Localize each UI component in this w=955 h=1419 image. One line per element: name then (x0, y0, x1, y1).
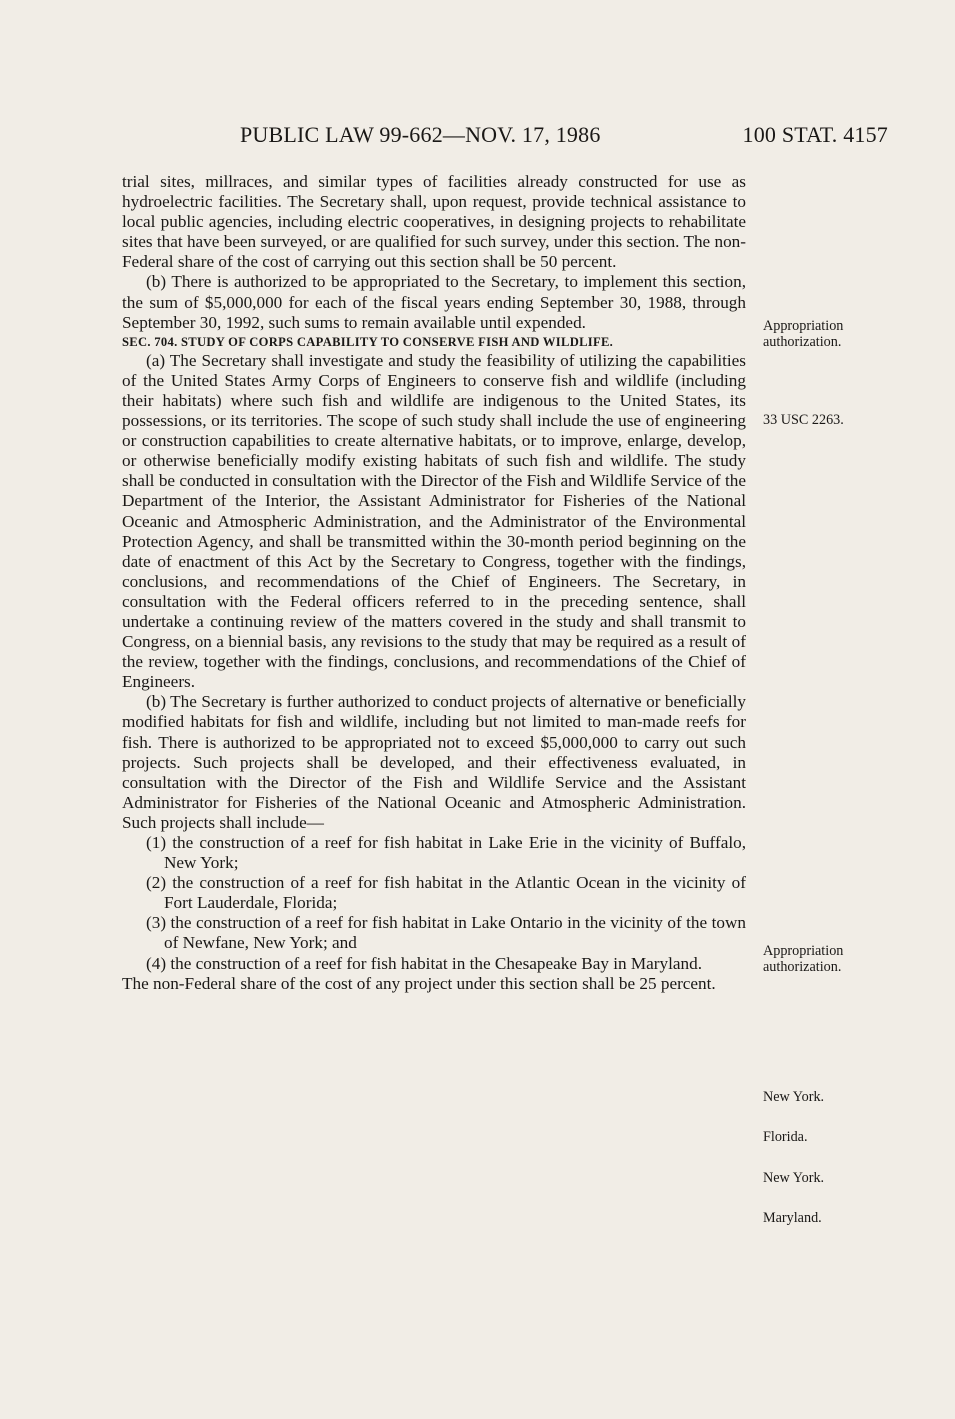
list-item-1: (1) the construction of a reef for fish habitat in Lake Erie in the vicinity of Buffalo, New York; (146, 833, 746, 873)
margin-note-appropriation-2: Appropriation authorization. (763, 943, 844, 975)
margin-note-florida: Florida. (763, 1129, 808, 1145)
main-text (122, 172, 746, 994)
header-law-title: PUBLIC LAW 99-662—NOV. 17, 1986 (240, 122, 601, 147)
paragraph-703-b: (b) There is authorized to be appropriated to the Secretary, to implement this section, the sum of $5,000,000 for each of the fiscal years ending September 30, 1988, through September 30, 1992, such sums to remain available until expended. (122, 272, 746, 332)
header-stat-page: 100 STAT. 4157 (742, 122, 888, 147)
margin-note-usc: 33 USC 2263. (763, 412, 844, 428)
margin-note-new-york-2: New York. (763, 1170, 825, 1186)
margin-note-appropriation-1: Appropriation authorization. (763, 318, 844, 350)
list-item-3: (3) the construction of a reef for fish habitat in Lake Ontario in the vicinity of the town of Newfane, New York; and (146, 913, 746, 953)
margin-note-new-york-1: New York. (763, 1089, 825, 1105)
paragraph-704-a: (a) The Secretary shall investigate and study the feasibility of utilizing the capabilities of the United States Army Corps of Engineers to conserve fish and wildlife (including their habitats) where such fish and wildlife are indigenous to the United States, its possessions, or its territories. The scope of such study shall include the use of engineering or construction capabilities to create alternative habitats, or to improve, enlarge, develop, or otherwise beneficially modify existing habitats of such fish and wildlife. The study shall be conducted in consultation with the Director of the Fish and Wildlife Service of the Department of the Interior, the Assistant Administrator for Fisheries of the National Oceanic and Atmospheric Administration, and the Administrator of the Environmental Protection Agency, and shall be transmitted within the 30-month period beginning on the date of enactment of this Act by the Secretary to Congress, together with the findings, conclusions, and recommendations of the Chief of Engineers. The Secretary, in consultation with the Federal officers referred to in the preceding sentence, shall undertake a continuing review of the matters covered in the study and shall transmit to Congress, on a biennial basis, any revisions to the study that may be required as a result of the review, together with the findings, conclusions, and recommendations of the Chief of Engineers. (122, 350, 746, 692)
list-item-2: (2) the construction of a reef for fish habitat in the Atlantic Ocean in the vicinity of Fort Lauderdale, Florida; (146, 873, 746, 913)
paragraph-continuation: trial sites, millraces, and similar types of facilities already constructed for use as hydroelectric facilities. The Secretary shall, upon request, provide technical assistance to local public agencies, including electric cooperatives, in designing projects to rehabilitate sites that have been surveyed, or are qualified for such survey, under this section. The non-Federal share of the cost of carrying out this section shall be 50 percent. (122, 172, 746, 272)
margin-note-maryland: Maryland. (763, 1210, 822, 1226)
list-item-4: (4) the construction of a reef for fish habitat in the Chesapeake Bay in Maryland. (146, 953, 703, 973)
section-704-heading: SEC. 704. STUDY OF CORPS CAPABILITY TO CONSERVE FISH AND WILDLIFE. (122, 334, 614, 349)
paragraph-704-b: (b) The Secretary is further authorized to conduct projects of alternative or beneficially modified habitats for fish and wildlife, including but not limited to man-made reefs for fish. There is authorized to be appropriated not to exceed $5,000,000 to carry out such projects. Such projects shall be developed, and their effectiveness evaluated, in consultation with the Director of the Fish and Wildlife Service and the Assistant Administrator for Fisheries of the National Oceanic and Atmospheric Administration. Such projects shall include— (122, 692, 746, 832)
running-header (240, 122, 888, 148)
paragraph-final: The non-Federal share of the cost of any project under this section shall be 25 percent. (122, 973, 716, 993)
